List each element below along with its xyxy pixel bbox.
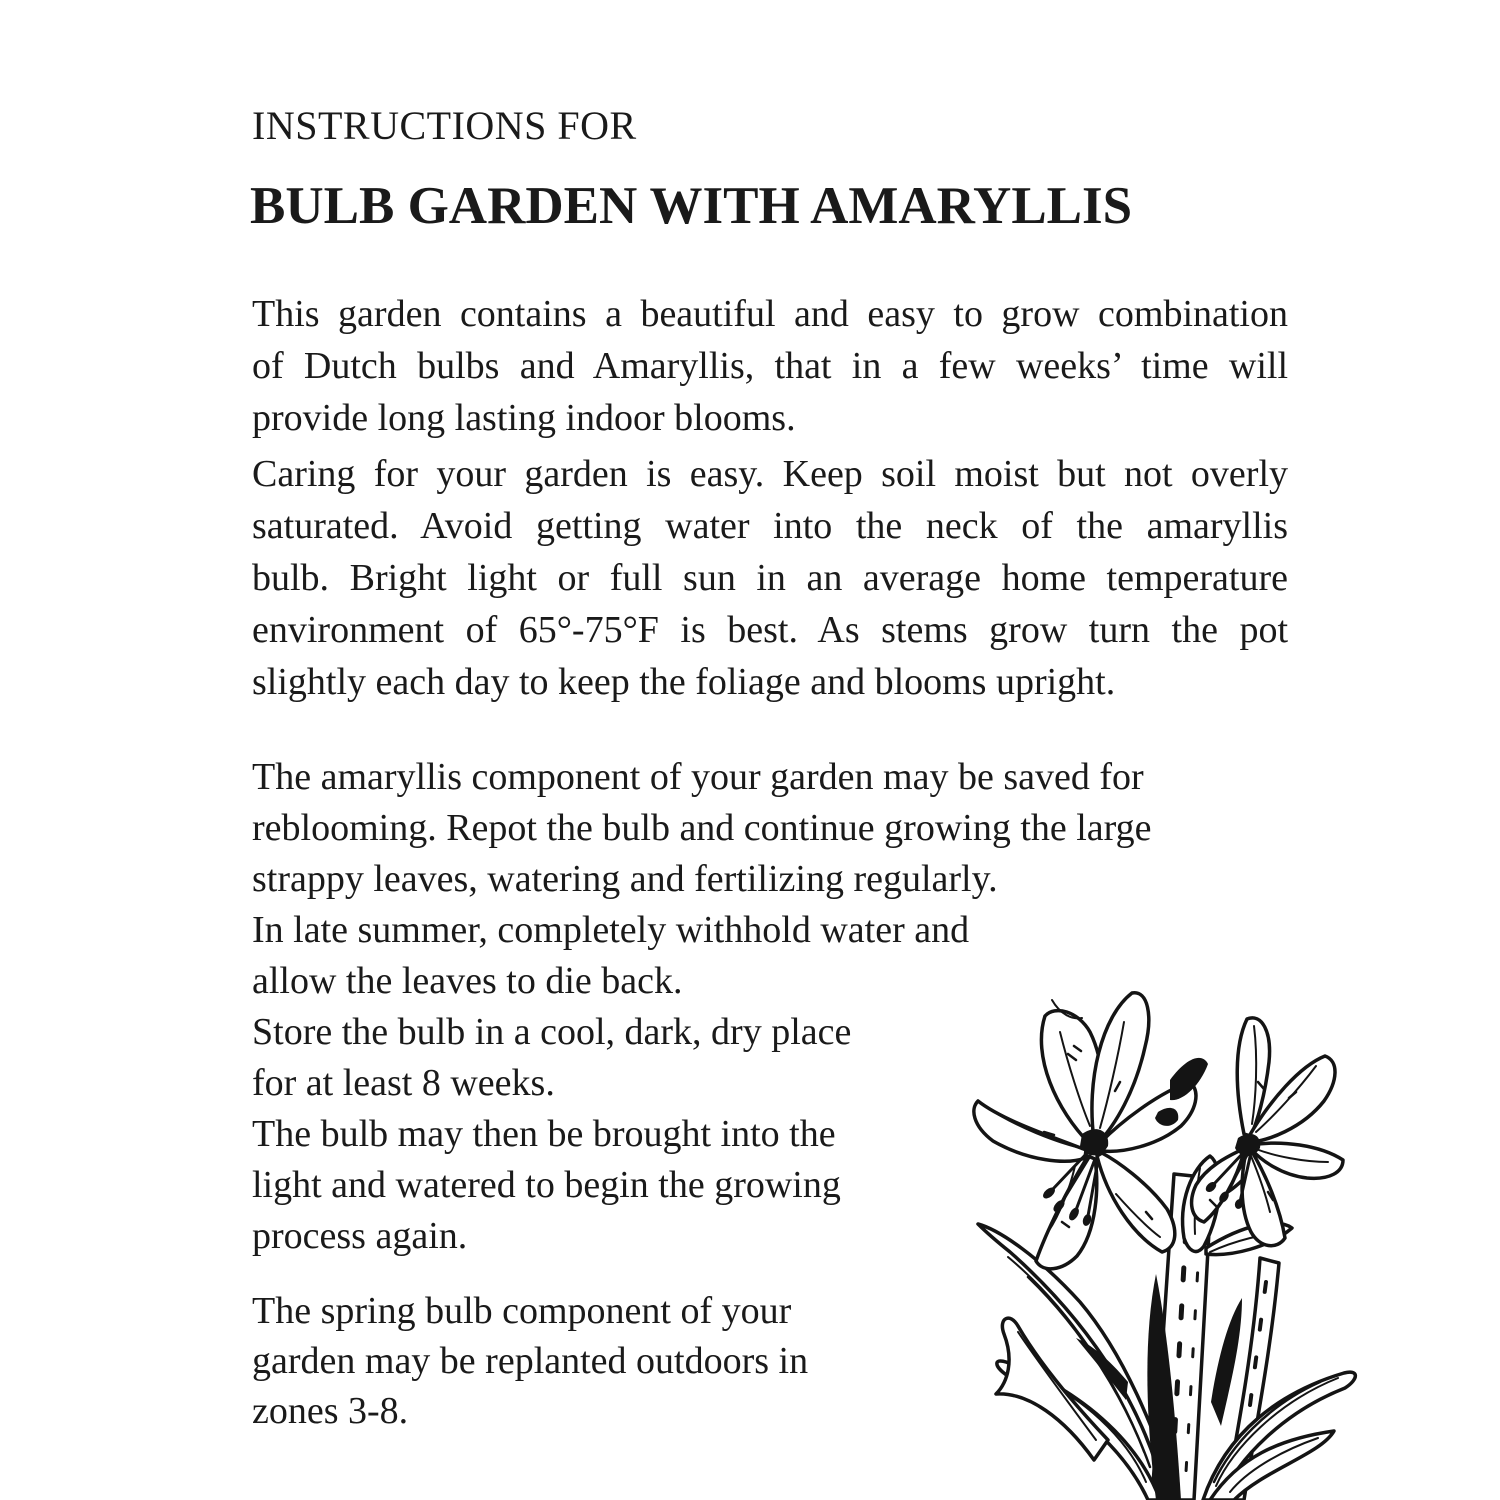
text-line: provide long lasting indoor blooms. <box>252 397 796 439</box>
text-line: Store the bulb in a cool, dark, dry place <box>252 1011 852 1053</box>
text-line: The bulb may then be brought into the <box>252 1113 836 1155</box>
text-line: strappy leaves, watering and fertilizing regularly. <box>252 858 998 900</box>
text-line: allow the leaves to die back. <box>252 960 683 1002</box>
text-line: light and watered to begin the growing <box>252 1164 841 1206</box>
text-line: zones 3-8. <box>252 1390 409 1432</box>
paragraph-intro <box>252 288 1288 444</box>
text-line: process again. <box>252 1215 468 1257</box>
kicker-heading: INSTRUCTIONS FOR <box>252 103 637 148</box>
text-line: This garden contains a beautiful and easy to grow combination <box>252 293 1288 335</box>
text-line: reblooming. Repot the bulb and continue growing the large <box>252 807 1152 849</box>
text-line: environment of 65°-75°F is best. As stems grow turn the pot <box>252 609 1288 651</box>
text-line: for at least 8 weeks. <box>252 1062 555 1104</box>
text-line: The amaryllis component of your garden may be saved for <box>252 756 1144 798</box>
page-title: BULB GARDEN WITH AMARYLLIS <box>250 177 1133 235</box>
text-line: bulb. Bright light or full sun in an average home temperature <box>252 557 1288 599</box>
text-line: In late summer, completely withhold water and <box>252 909 970 951</box>
text-line: slightly each day to keep the foliage and blooms upright. <box>252 661 1116 703</box>
text-line: saturated. Avoid getting water into the neck of the amaryllis <box>252 505 1288 547</box>
paragraph-spring-bulbs <box>252 1286 1052 1436</box>
paragraph-care <box>252 448 1288 708</box>
text-line: The spring bulb component of your <box>252 1290 792 1332</box>
amaryllis-illustration <box>948 962 1380 1500</box>
text-line: garden may be replanted outdoors in <box>252 1340 809 1382</box>
text-line: of Dutch bulbs and Amaryllis, that in a few weeks’ time will <box>252 345 1288 387</box>
text-line: Caring for your garden is easy. Keep soil moist but not overly <box>252 453 1288 495</box>
